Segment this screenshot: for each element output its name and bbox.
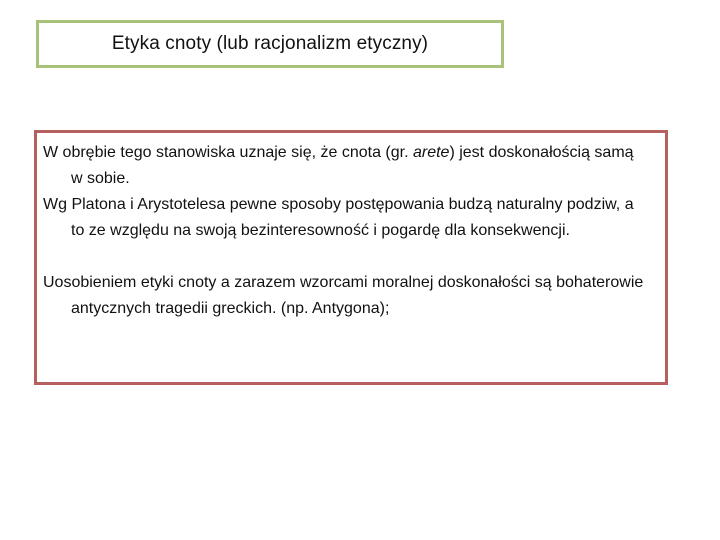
paragraph-tragedy-heroes: Uosobieniem etyki cnoty a zarazem wzorcami moralnej doskonałości są bohaterowie antycznych tragedii greckich. (np. Antygona); [43,274,644,317]
paragraph-spacer [43,244,647,270]
content-box [34,130,668,385]
term-arete: arete [412,144,450,161]
title-box [36,20,504,68]
slide-title: Etyka cnoty (lub racjonalizm etyczny) [111,33,429,54]
paragraph-arete-end: ) jest doskonałością samą w sobie. [71,144,634,187]
paragraph-arete-start: W obrębie tego stanowiska uznaje się, że cnota (gr. [43,144,413,161]
paragraph-plato-aristotle: Wg Platona i Arystotelesa pewne sposoby postępowania budzą naturalny podziw, a to ze względu na swoją bezinteresowność i pogardę dla konsekwencji. [43,196,634,239]
paragraph-arete [43,140,647,192]
